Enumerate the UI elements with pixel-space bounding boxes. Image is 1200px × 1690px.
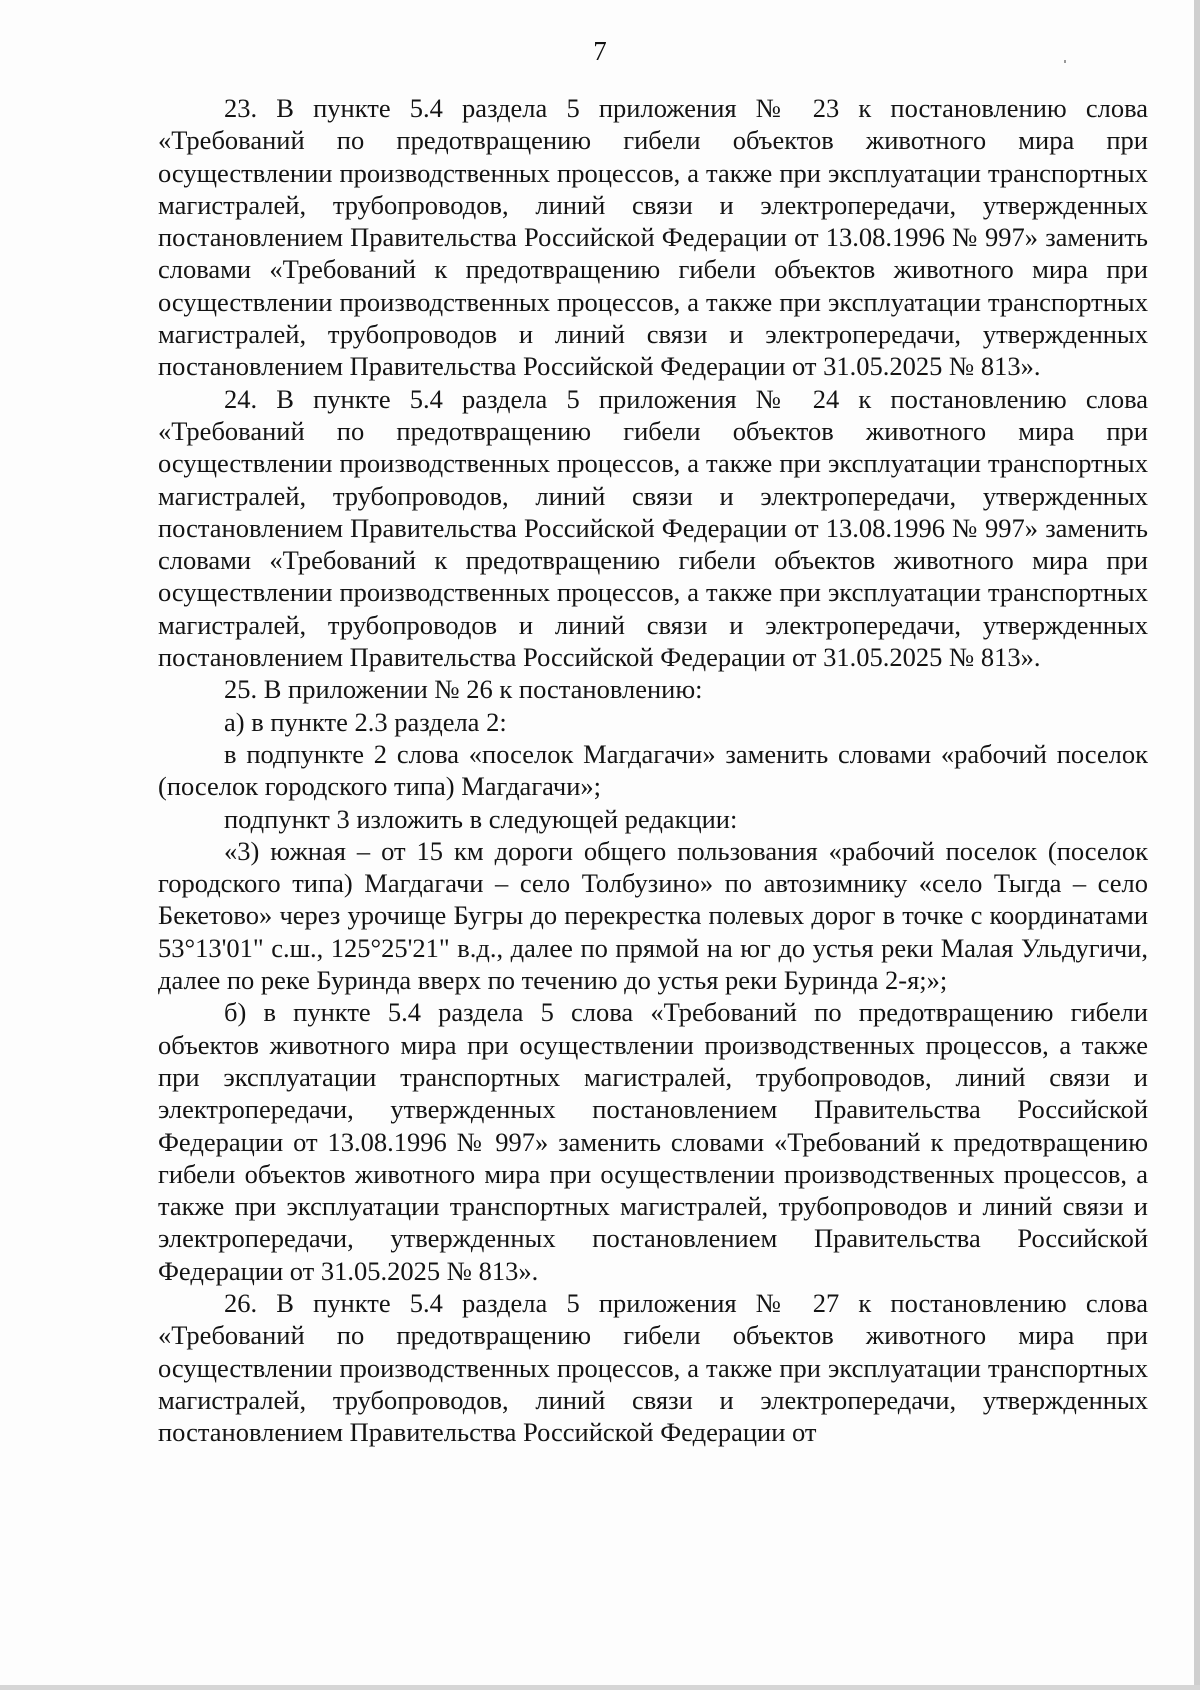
paragraph-subpoint-3-intro: подпункт 3 изложить в следующей редакции: [224, 803, 738, 834]
paragraph-item-23: 23. В пункте 5.4 раздела 5 приложения № 23 к постановлению слова «Требований по предотвращению гибели объектов животного мира при осуществлении производственных процессов, а также при эксплуатации транспортных магистралей, трубопроводов, линий связи и электропередачи, утвержденных постановлением Правительства Российской Федерации от 13.08.1996 № 997» заменить словами «Требований к предотвращению гибели объектов животного мира при осуществлении производственных процессов, а также при эксплуатации транспортных магистралей, трубопроводов и линий связи и электропередачи, утвержденных постановлением Правительства Российской Федерации от 31.05.2025 № 813». [158, 93, 1148, 382]
page-edge-shadow-bottom [0, 1685, 1200, 1690]
paragraph-item-24: 24. В пункте 5.4 раздела 5 приложения № 24 к постановлению слова «Требований по предотвращению гибели объектов животного мира при осуществлении производственных процессов, а также при эксплуатации транспортных магистралей, трубопроводов, линий связи и электропередачи, утвержденных постановлением Правительства Российской Федерации от 13.08.1996 № 997» заменить словами «Требований к предотвращению гибели объектов животного мира при осуществлении производственных процессов, а также при эксплуатации транспортных магистралей, трубопроводов и линий связи и электропередачи, утвержденных постановлением Правительства Российской Федерации от 31.05.2025 № 813». [158, 383, 1148, 673]
paragraph-subpoint-2: в подпункте 2 слова «поселок Магдагачи» заменить словами «рабочий поселок (поселок городского типа) Магдагачи»; [158, 738, 1148, 802]
document-body [158, 92, 1148, 1448]
paragraph-item-26: 26. В пункте 5.4 раздела 5 приложения № 27 к постановлению слова «Требований по предотвращению гибели объектов животного мира при осуществлении производственных процессов, а также при эксплуатации транспортных магистралей, трубопроводов, линий связи и электропередачи, утвержденных постановлением Правительства Российской Федерации от [158, 1287, 1148, 1448]
paragraph-subpoint-3-text: «3) южная – от 15 км дороги общего пользования «рабочий поселок (поселок городского типа) Магдагачи – село Толбузино» по автозимнику «село Тыгда – село Бекетово» через урочище Бугры до перекрестка полевых дорог в точке с координатами 53°13'01" с.ш., 125°25'21" в.д., далее по прямой на юг до устья реки Малая Ульдугичи, далее по реке Буринда вверх по течению до устья реки Буринда 2-я;»; [158, 835, 1148, 996]
page-number: 7 [593, 36, 607, 66]
paragraph-item-25: 25. В приложении № 26 к постановлению: [224, 674, 703, 705]
paragraph-subitem-a: а) в пункте 2.3 раздела 2: [224, 706, 507, 737]
paragraph-subitem-b: б) в пункте 5.4 раздела 5 слова «Требований по предотвращению гибели объектов животного мира при осуществлении производственных процессов, а также при эксплуатации транспортных магистралей, трубопроводов, линий связи и электропередачи, утвержденных постановлением Правительства Российской Федерации от 13.08.1996 № 997» заменить словами «Требований к предотвращению гибели объектов животного мира при осуществлении производственных процессов, а также при эксплуатации транспортных магистралей, трубопроводов и линий связи и электропередачи, утвержденных постановлением Правительства Российской Федерации от 31.05.2025 № 813». [158, 997, 1148, 1286]
page-edge-shadow-right [1194, 0, 1200, 1690]
